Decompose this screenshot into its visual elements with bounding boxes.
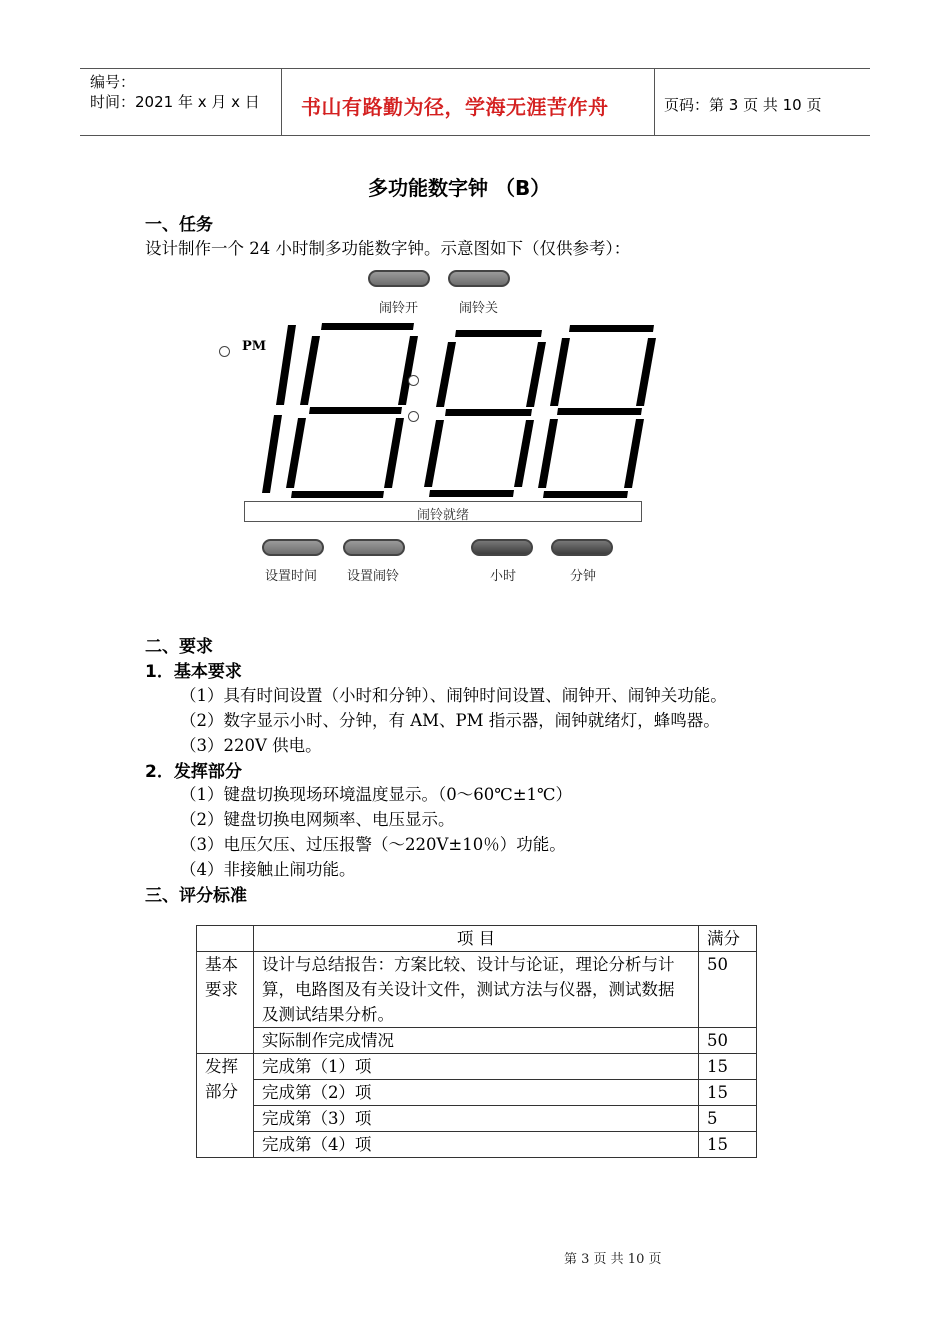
extra-row2-text: 完成第（2）项 [253, 1080, 698, 1106]
digit1-seg-c [262, 415, 282, 493]
basic-item-1: （1）具有时间设置（小时和分钟）、闹钟时间设置、闹钟开、闹钟关功能。 [180, 686, 727, 705]
section3-heading: 三、评分标准 [145, 886, 247, 906]
colon-lower-dot-icon [408, 411, 419, 422]
alarm-ready-bar [244, 501, 642, 522]
score-table [196, 925, 757, 1158]
section2-heading: 二、要求 [145, 637, 213, 657]
basic-requirements-heading: 1．基本要求 [145, 662, 242, 682]
digit4-seg-a [569, 325, 654, 332]
digit3-seg-a [455, 330, 542, 337]
section1-heading: 一、任务 [145, 215, 213, 235]
page-title: 多功能数字钟 （B） [368, 176, 551, 200]
extra-row3-score: 5 [699, 1106, 757, 1132]
set-time-button [262, 539, 324, 556]
digit2-seg-c [384, 418, 404, 488]
header-time-label: 时间：2021 年 x 月 x 日 [90, 93, 260, 111]
table-row [197, 1080, 757, 1106]
header-divider-left [281, 68, 282, 136]
extra-item-4: （4）非接触止闹功能。 [180, 860, 356, 879]
digit3-seg-b [526, 342, 546, 407]
table-row [197, 1028, 757, 1054]
basic-row2-score: 50 [699, 1028, 757, 1054]
digit3-seg-g [445, 409, 532, 416]
page-footer: 第 3 页 共 10 页 [564, 1252, 662, 1267]
basic-row2-text: 实际制作完成情况 [253, 1028, 698, 1054]
extra-group-cell: 发挥部分 [197, 1054, 254, 1158]
header-number-label: 编号： [90, 73, 136, 91]
table-row [197, 926, 757, 952]
header-page-info: 页码：第 3 页 共 10 页 [664, 96, 822, 114]
digit2-seg-f [300, 336, 320, 405]
extra-row4-score: 15 [699, 1132, 757, 1158]
table-row [197, 952, 757, 1028]
seven-segment-display [250, 318, 660, 498]
extra-row3-text: 完成第（3）项 [253, 1106, 698, 1132]
alarm-ready-label: 闹铃就绪 [416, 508, 469, 523]
hour-label: 小时 [490, 569, 517, 584]
table-header-empty [197, 926, 254, 952]
table-row [197, 1132, 757, 1158]
extra-item-3: （3）电压欠压、过压报警（～220V±10％）功能。 [180, 835, 566, 854]
header-top-rule [80, 68, 870, 69]
extra-item-2: （2）键盘切换电网频率、电压显示。 [180, 810, 455, 829]
pm-label: PM [242, 339, 267, 354]
digit3-seg-e [424, 420, 444, 487]
colon-upper-dot-icon [408, 375, 419, 386]
digit1-seg-b [276, 325, 296, 405]
minute-label: 分钟 [570, 569, 597, 584]
minute-button [551, 539, 613, 556]
header-motto: 书山有路勤为径，学海无涯苦作舟 [301, 95, 609, 119]
basic-row1-score: 50 [699, 952, 757, 1028]
digit4-seg-d [543, 491, 628, 498]
digit2-seg-e [286, 418, 306, 488]
basic-item-2: （2）数字显示小时、分钟，有 AM、PM 指示器，闹钟就绪灯，蜂鸣器。 [180, 711, 720, 730]
alarm-off-label: 闹铃关 [459, 301, 499, 316]
pm-indicator-icon [219, 346, 230, 357]
digit2-seg-a [321, 323, 414, 330]
digit3-seg-c [514, 420, 534, 487]
digit4-seg-e [538, 419, 558, 488]
digit4-seg-f [550, 338, 570, 406]
extra-row1-text: 完成第（1）项 [253, 1054, 698, 1080]
set-alarm-label: 设置闹铃 [347, 569, 400, 584]
digit2-seg-g [309, 407, 402, 414]
table-row [197, 1106, 757, 1132]
basic-group-cell: 基本要求 [197, 952, 254, 1054]
table-row [197, 1054, 757, 1080]
digit3-seg-d [429, 490, 514, 497]
set-time-label: 设置时间 [265, 569, 318, 584]
extra-row2-score: 15 [699, 1080, 757, 1106]
digit4-seg-b [636, 338, 656, 406]
table-header-item: 项 目 [253, 926, 698, 952]
digit2-seg-b [398, 336, 418, 405]
alarm-on-button [368, 270, 430, 287]
basic-item-3: （3）220V 供电。 [180, 736, 322, 755]
digit4-seg-c [624, 419, 644, 488]
hour-button [471, 539, 533, 556]
alarm-off-button [448, 270, 510, 287]
extra-part-heading: 2．发挥部分 [145, 762, 242, 782]
basic-row1-text: 设计与总结报告：方案比较、设计与论证，理论分析与计算，电路图及有关设计文件，测试方法与仪器，测试数据及测试结果分析。 [253, 952, 698, 1028]
set-alarm-button [343, 539, 405, 556]
table-header-score: 满分 [699, 926, 757, 952]
digit4-seg-g [557, 408, 642, 415]
extra-row4-text: 完成第（4）项 [253, 1132, 698, 1158]
extra-item-1: （1）键盘切换现场环境温度显示。（0～60℃±1℃） [180, 785, 572, 804]
digit3-seg-f [436, 342, 456, 407]
extra-row1-score: 15 [699, 1054, 757, 1080]
section1-text: 设计制作一个 24 小时制多功能数字钟。示意图如下（仅供参考）： [145, 239, 631, 258]
header-divider-right [654, 68, 655, 136]
digit2-seg-d [291, 491, 384, 498]
alarm-on-label: 闹铃开 [379, 301, 419, 316]
header-bottom-rule [80, 135, 870, 136]
